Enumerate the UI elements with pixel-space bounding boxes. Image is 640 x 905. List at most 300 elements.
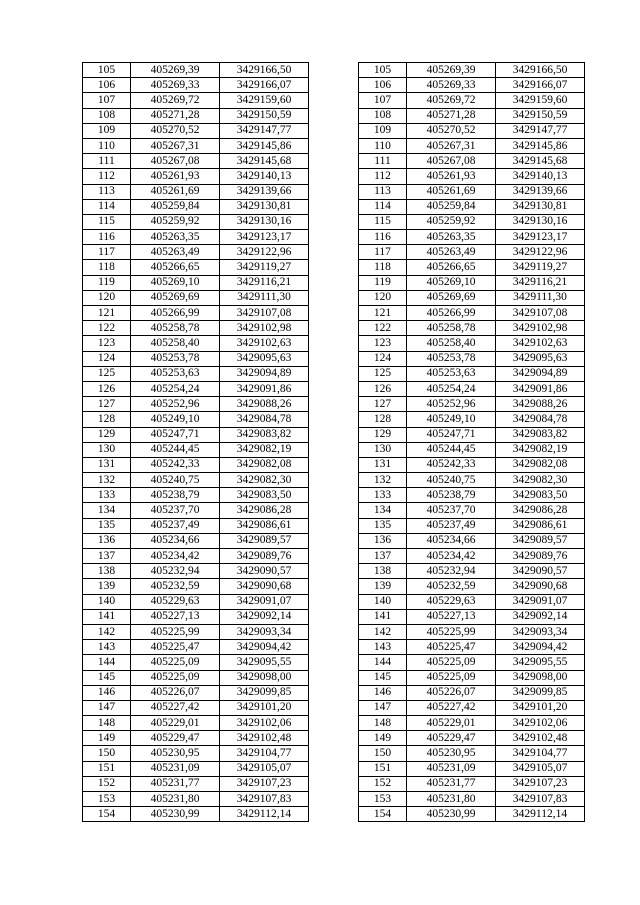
coord-y-cell: 3429095,55 xyxy=(220,655,309,670)
coord-y-cell: 3429082,30 xyxy=(496,473,585,488)
table-row xyxy=(83,230,309,245)
table-row xyxy=(83,336,309,351)
point-number-cell: 142 xyxy=(359,624,407,639)
table-row xyxy=(359,594,585,609)
coord-x-cell: 405240,75 xyxy=(407,473,496,488)
point-number-cell: 148 xyxy=(359,716,407,731)
point-number-cell: 107 xyxy=(83,93,131,108)
point-number-cell: 129 xyxy=(359,427,407,442)
point-number-cell: 118 xyxy=(359,260,407,275)
coord-y-cell: 3429091,86 xyxy=(496,381,585,396)
table-row xyxy=(83,457,309,472)
point-number-cell: 112 xyxy=(359,169,407,184)
table-row xyxy=(359,290,585,305)
coord-x-cell: 405240,75 xyxy=(131,473,220,488)
coord-x-cell: 405253,78 xyxy=(131,351,220,366)
table-row xyxy=(359,138,585,153)
coord-x-cell: 405225,09 xyxy=(131,655,220,670)
point-number-cell: 120 xyxy=(359,290,407,305)
coord-y-cell: 3429130,81 xyxy=(496,199,585,214)
table-row xyxy=(359,336,585,351)
coord-x-cell: 405225,09 xyxy=(131,670,220,685)
coord-x-cell: 405231,77 xyxy=(131,776,220,791)
table-row xyxy=(359,776,585,791)
coord-y-cell: 3429104,77 xyxy=(496,746,585,761)
coord-y-cell: 3429094,42 xyxy=(496,640,585,655)
point-number-cell: 154 xyxy=(83,807,131,822)
point-number-cell: 128 xyxy=(359,412,407,427)
coord-y-cell: 3429130,16 xyxy=(496,214,585,229)
coord-x-cell: 405230,95 xyxy=(131,746,220,761)
table-row xyxy=(83,427,309,442)
point-number-cell: 113 xyxy=(83,184,131,199)
coord-x-cell: 405253,63 xyxy=(131,366,220,381)
coord-y-cell: 3429088,26 xyxy=(220,397,309,412)
point-number-cell: 122 xyxy=(359,321,407,336)
coord-x-cell: 405234,42 xyxy=(407,549,496,564)
coord-x-cell: 405259,84 xyxy=(407,199,496,214)
coord-x-cell: 405225,99 xyxy=(131,624,220,639)
table-row xyxy=(83,214,309,229)
coord-x-cell: 405237,49 xyxy=(131,518,220,533)
point-number-cell: 117 xyxy=(359,245,407,260)
coord-x-cell: 405232,94 xyxy=(407,564,496,579)
table-row xyxy=(83,792,309,807)
coord-y-cell: 3429098,00 xyxy=(496,670,585,685)
table-row xyxy=(83,442,309,457)
coord-y-cell: 3429130,16 xyxy=(220,214,309,229)
coord-x-cell: 405271,28 xyxy=(407,108,496,123)
coord-y-cell: 3429089,57 xyxy=(220,533,309,548)
coord-x-cell: 405266,99 xyxy=(407,306,496,321)
coord-y-cell: 3429102,48 xyxy=(496,731,585,746)
coord-y-cell: 3429119,27 xyxy=(496,260,585,275)
table-row xyxy=(359,397,585,412)
table-row xyxy=(359,685,585,700)
coord-y-cell: 3429089,76 xyxy=(220,549,309,564)
coord-x-cell: 405232,59 xyxy=(131,579,220,594)
point-number-cell: 149 xyxy=(83,731,131,746)
table-row xyxy=(83,670,309,685)
coord-y-cell: 3429107,23 xyxy=(220,776,309,791)
table-row xyxy=(359,108,585,123)
coord-x-cell: 405258,40 xyxy=(407,336,496,351)
table-row xyxy=(359,579,585,594)
coord-x-cell: 405244,45 xyxy=(407,442,496,457)
coord-y-cell: 3429098,00 xyxy=(220,670,309,685)
coord-y-cell: 3429099,85 xyxy=(220,685,309,700)
coord-x-cell: 405270,52 xyxy=(131,123,220,138)
table-row xyxy=(83,275,309,290)
table-row xyxy=(359,154,585,169)
table-row xyxy=(83,93,309,108)
table-row xyxy=(359,457,585,472)
coord-x-cell: 405232,94 xyxy=(131,564,220,579)
coord-x-cell: 405226,07 xyxy=(407,685,496,700)
point-number-cell: 107 xyxy=(359,93,407,108)
point-number-cell: 122 xyxy=(83,321,131,336)
coord-x-cell: 405259,84 xyxy=(131,199,220,214)
coord-x-cell: 405269,72 xyxy=(131,93,220,108)
table-row xyxy=(83,761,309,776)
coord-x-cell: 405269,33 xyxy=(407,78,496,93)
coord-y-cell: 3429082,08 xyxy=(220,457,309,472)
coord-y-cell: 3429084,78 xyxy=(220,412,309,427)
coord-y-cell: 3429083,82 xyxy=(220,427,309,442)
point-number-cell: 151 xyxy=(83,761,131,776)
coord-y-cell: 3429130,81 xyxy=(220,199,309,214)
point-number-cell: 146 xyxy=(359,685,407,700)
table-row xyxy=(359,427,585,442)
point-number-cell: 123 xyxy=(83,336,131,351)
point-number-cell: 108 xyxy=(359,108,407,123)
coord-x-cell: 405231,09 xyxy=(407,761,496,776)
table-row xyxy=(359,792,585,807)
coord-x-cell: 405261,69 xyxy=(131,184,220,199)
coord-y-cell: 3429145,86 xyxy=(220,138,309,153)
coord-x-cell: 405229,47 xyxy=(131,731,220,746)
table-row xyxy=(359,123,585,138)
coord-x-cell: 405231,77 xyxy=(407,776,496,791)
point-number-cell: 106 xyxy=(83,78,131,93)
point-number-cell: 140 xyxy=(359,594,407,609)
coord-y-cell: 3429091,86 xyxy=(220,381,309,396)
table-row xyxy=(83,685,309,700)
coord-x-cell: 405229,47 xyxy=(407,731,496,746)
coord-x-cell: 405269,69 xyxy=(131,290,220,305)
point-number-cell: 134 xyxy=(359,503,407,518)
coord-x-cell: 405252,96 xyxy=(131,397,220,412)
point-number-cell: 137 xyxy=(83,549,131,564)
table-row xyxy=(359,549,585,564)
coord-y-cell: 3429102,06 xyxy=(220,716,309,731)
point-number-cell: 111 xyxy=(359,154,407,169)
table-row xyxy=(359,609,585,624)
point-number-cell: 135 xyxy=(359,518,407,533)
table-row xyxy=(359,624,585,639)
point-number-cell: 116 xyxy=(83,230,131,245)
table-row xyxy=(359,670,585,685)
coord-y-cell: 3429092,14 xyxy=(496,609,585,624)
coord-x-cell: 405266,99 xyxy=(131,306,220,321)
table-row xyxy=(83,624,309,639)
coord-x-cell: 405267,31 xyxy=(131,138,220,153)
coord-x-cell: 405269,72 xyxy=(407,93,496,108)
coord-x-cell: 405227,42 xyxy=(131,700,220,715)
point-number-cell: 139 xyxy=(359,579,407,594)
point-number-cell: 124 xyxy=(83,351,131,366)
coord-y-cell: 3429116,21 xyxy=(496,275,585,290)
coord-y-cell: 3429101,20 xyxy=(496,700,585,715)
coord-x-cell: 405238,79 xyxy=(131,488,220,503)
coord-y-cell: 3429095,55 xyxy=(496,655,585,670)
coord-y-cell: 3429082,30 xyxy=(220,473,309,488)
point-number-cell: 105 xyxy=(83,63,131,78)
table-row xyxy=(359,442,585,457)
coord-y-cell: 3429102,98 xyxy=(220,321,309,336)
coord-y-cell: 3429090,68 xyxy=(496,579,585,594)
table-row xyxy=(83,564,309,579)
coord-y-cell: 3429091,07 xyxy=(496,594,585,609)
table-row xyxy=(359,716,585,731)
table-row xyxy=(359,655,585,670)
table-row xyxy=(359,640,585,655)
table-row xyxy=(83,397,309,412)
coord-x-cell: 405258,40 xyxy=(131,336,220,351)
table-row xyxy=(83,154,309,169)
coord-y-cell: 3429159,60 xyxy=(496,93,585,108)
coord-y-cell: 3429166,07 xyxy=(220,78,309,93)
point-number-cell: 141 xyxy=(83,609,131,624)
point-number-cell: 149 xyxy=(359,731,407,746)
table-row xyxy=(83,700,309,715)
point-number-cell: 115 xyxy=(83,214,131,229)
point-number-cell: 147 xyxy=(83,700,131,715)
coord-x-cell: 405227,42 xyxy=(407,700,496,715)
point-number-cell: 112 xyxy=(83,169,131,184)
table-row xyxy=(359,488,585,503)
coord-y-cell: 3429091,07 xyxy=(220,594,309,609)
point-number-cell: 129 xyxy=(83,427,131,442)
coord-y-cell: 3429102,06 xyxy=(496,716,585,731)
point-number-cell: 150 xyxy=(359,746,407,761)
coord-x-cell: 405225,09 xyxy=(407,655,496,670)
coord-x-cell: 405269,33 xyxy=(131,78,220,93)
point-number-cell: 123 xyxy=(359,336,407,351)
point-number-cell: 153 xyxy=(83,792,131,807)
coord-x-cell: 405261,69 xyxy=(407,184,496,199)
point-number-cell: 119 xyxy=(83,275,131,290)
coord-x-cell: 405237,70 xyxy=(131,503,220,518)
table-row xyxy=(359,761,585,776)
coord-y-cell: 3429111,30 xyxy=(496,290,585,305)
coord-x-cell: 405258,78 xyxy=(407,321,496,336)
coord-y-cell: 3429150,59 xyxy=(220,108,309,123)
coord-x-cell: 405242,33 xyxy=(407,457,496,472)
coord-y-cell: 3429166,50 xyxy=(496,63,585,78)
table-row xyxy=(83,351,309,366)
coord-x-cell: 405253,63 xyxy=(407,366,496,381)
table-row xyxy=(359,245,585,260)
point-number-cell: 130 xyxy=(83,442,131,457)
coord-y-cell: 3429107,83 xyxy=(496,792,585,807)
point-number-cell: 139 xyxy=(83,579,131,594)
coord-x-cell: 405227,13 xyxy=(407,609,496,624)
table-row xyxy=(83,549,309,564)
coord-x-cell: 405247,71 xyxy=(131,427,220,442)
coord-x-cell: 405261,93 xyxy=(407,169,496,184)
table-row xyxy=(359,412,585,427)
coord-x-cell: 405269,39 xyxy=(407,63,496,78)
coord-y-cell: 3429093,34 xyxy=(220,624,309,639)
coord-y-cell: 3429105,07 xyxy=(496,761,585,776)
point-number-cell: 141 xyxy=(359,609,407,624)
coord-y-cell: 3429147,77 xyxy=(220,123,309,138)
coord-y-cell: 3429083,82 xyxy=(496,427,585,442)
point-number-cell: 150 xyxy=(83,746,131,761)
table-row xyxy=(83,245,309,260)
coord-y-cell: 3429119,27 xyxy=(220,260,309,275)
point-number-cell: 118 xyxy=(83,260,131,275)
coord-y-cell: 3429159,60 xyxy=(220,93,309,108)
table-row xyxy=(83,290,309,305)
coord-x-cell: 405267,31 xyxy=(407,138,496,153)
coord-x-cell: 405238,79 xyxy=(407,488,496,503)
coord-x-cell: 405225,47 xyxy=(407,640,496,655)
point-number-cell: 119 xyxy=(359,275,407,290)
coord-x-cell: 405252,96 xyxy=(407,397,496,412)
point-number-cell: 151 xyxy=(359,761,407,776)
table-row xyxy=(83,199,309,214)
table-row xyxy=(83,731,309,746)
point-number-cell: 136 xyxy=(83,533,131,548)
coord-y-cell: 3429112,14 xyxy=(220,807,309,822)
coord-x-cell: 405266,65 xyxy=(131,260,220,275)
point-number-cell: 153 xyxy=(359,792,407,807)
coord-y-cell: 3429139,66 xyxy=(220,184,309,199)
coord-y-cell: 3429107,83 xyxy=(220,792,309,807)
coord-y-cell: 3429111,30 xyxy=(220,290,309,305)
table-row xyxy=(359,503,585,518)
point-number-cell: 152 xyxy=(359,776,407,791)
point-number-cell: 110 xyxy=(83,138,131,153)
coord-x-cell: 405249,10 xyxy=(407,412,496,427)
point-number-cell: 126 xyxy=(83,381,131,396)
coord-x-cell: 405225,47 xyxy=(131,640,220,655)
coord-y-cell: 3429105,07 xyxy=(220,761,309,776)
point-number-cell: 145 xyxy=(83,670,131,685)
point-number-cell: 114 xyxy=(83,199,131,214)
coord-y-cell: 3429082,19 xyxy=(220,442,309,457)
point-number-cell: 127 xyxy=(83,397,131,412)
point-number-cell: 113 xyxy=(359,184,407,199)
coord-x-cell: 405269,69 xyxy=(407,290,496,305)
coord-y-cell: 3429094,42 xyxy=(220,640,309,655)
point-number-cell: 110 xyxy=(359,138,407,153)
coord-y-cell: 3429116,21 xyxy=(220,275,309,290)
coord-x-cell: 405234,66 xyxy=(407,533,496,548)
point-number-cell: 124 xyxy=(359,351,407,366)
point-number-cell: 106 xyxy=(359,78,407,93)
point-number-cell: 125 xyxy=(359,366,407,381)
table-row xyxy=(83,412,309,427)
table-row xyxy=(359,199,585,214)
coord-y-cell: 3429104,77 xyxy=(220,746,309,761)
table-row xyxy=(359,63,585,78)
point-number-cell: 126 xyxy=(359,381,407,396)
coord-y-cell: 3429107,08 xyxy=(220,306,309,321)
coord-x-cell: 405244,45 xyxy=(131,442,220,457)
table-row xyxy=(359,78,585,93)
table-row xyxy=(83,306,309,321)
coord-y-cell: 3429089,76 xyxy=(496,549,585,564)
table-row xyxy=(83,776,309,791)
coord-y-cell: 3429095,63 xyxy=(496,351,585,366)
coord-x-cell: 405229,63 xyxy=(407,594,496,609)
coord-x-cell: 405267,08 xyxy=(131,154,220,169)
coord-y-cell: 3429102,48 xyxy=(220,731,309,746)
coord-y-cell: 3429107,23 xyxy=(496,776,585,791)
coord-y-cell: 3429090,57 xyxy=(496,564,585,579)
coord-y-cell: 3429107,08 xyxy=(496,306,585,321)
point-number-cell: 142 xyxy=(83,624,131,639)
point-number-cell: 143 xyxy=(359,640,407,655)
table-row xyxy=(83,640,309,655)
coord-x-cell: 405259,92 xyxy=(131,214,220,229)
point-number-cell: 109 xyxy=(359,123,407,138)
table-row xyxy=(359,93,585,108)
point-number-cell: 128 xyxy=(83,412,131,427)
point-number-cell: 121 xyxy=(83,306,131,321)
point-number-cell: 138 xyxy=(359,564,407,579)
table-row xyxy=(359,807,585,822)
point-number-cell: 137 xyxy=(359,549,407,564)
coord-x-cell: 405263,35 xyxy=(407,230,496,245)
point-number-cell: 133 xyxy=(83,488,131,503)
point-number-cell: 127 xyxy=(359,397,407,412)
coord-y-cell: 3429086,61 xyxy=(496,518,585,533)
table-row xyxy=(83,746,309,761)
coord-y-cell: 3429150,59 xyxy=(496,108,585,123)
coord-y-cell: 3429094,89 xyxy=(220,366,309,381)
point-number-cell: 115 xyxy=(359,214,407,229)
table-row xyxy=(83,503,309,518)
table-row xyxy=(359,473,585,488)
point-number-cell: 135 xyxy=(83,518,131,533)
table-row xyxy=(359,700,585,715)
coord-x-cell: 405231,80 xyxy=(407,792,496,807)
table-row xyxy=(359,184,585,199)
coordinates-table-left xyxy=(82,62,309,822)
point-number-cell: 133 xyxy=(359,488,407,503)
point-number-cell: 146 xyxy=(83,685,131,700)
point-number-cell: 114 xyxy=(359,199,407,214)
table-row xyxy=(83,488,309,503)
point-number-cell: 144 xyxy=(359,655,407,670)
coord-y-cell: 3429093,34 xyxy=(496,624,585,639)
point-number-cell: 143 xyxy=(83,640,131,655)
table-row xyxy=(83,366,309,381)
point-number-cell: 116 xyxy=(359,230,407,245)
coord-x-cell: 405231,09 xyxy=(131,761,220,776)
coord-x-cell: 405225,09 xyxy=(407,670,496,685)
coord-y-cell: 3429123,17 xyxy=(220,230,309,245)
table-row xyxy=(83,579,309,594)
table-row xyxy=(83,108,309,123)
coord-y-cell: 3429145,68 xyxy=(220,154,309,169)
point-number-cell: 148 xyxy=(83,716,131,731)
coord-x-cell: 405254,24 xyxy=(131,381,220,396)
coord-y-cell: 3429090,57 xyxy=(220,564,309,579)
point-number-cell: 120 xyxy=(83,290,131,305)
point-number-cell: 134 xyxy=(83,503,131,518)
table-row xyxy=(359,518,585,533)
coord-y-cell: 3429086,28 xyxy=(220,503,309,518)
table-row xyxy=(83,518,309,533)
coord-y-cell: 3429092,14 xyxy=(220,609,309,624)
coord-x-cell: 405253,78 xyxy=(407,351,496,366)
coord-x-cell: 405230,99 xyxy=(131,807,220,822)
coord-x-cell: 405237,49 xyxy=(407,518,496,533)
coord-y-cell: 3429082,19 xyxy=(496,442,585,457)
coord-y-cell: 3429082,08 xyxy=(496,457,585,472)
coord-x-cell: 405237,70 xyxy=(407,503,496,518)
coord-x-cell: 405229,63 xyxy=(131,594,220,609)
coord-x-cell: 405229,01 xyxy=(131,716,220,731)
coord-x-cell: 405266,65 xyxy=(407,260,496,275)
coord-x-cell: 405249,10 xyxy=(131,412,220,427)
coord-y-cell: 3429140,13 xyxy=(496,169,585,184)
